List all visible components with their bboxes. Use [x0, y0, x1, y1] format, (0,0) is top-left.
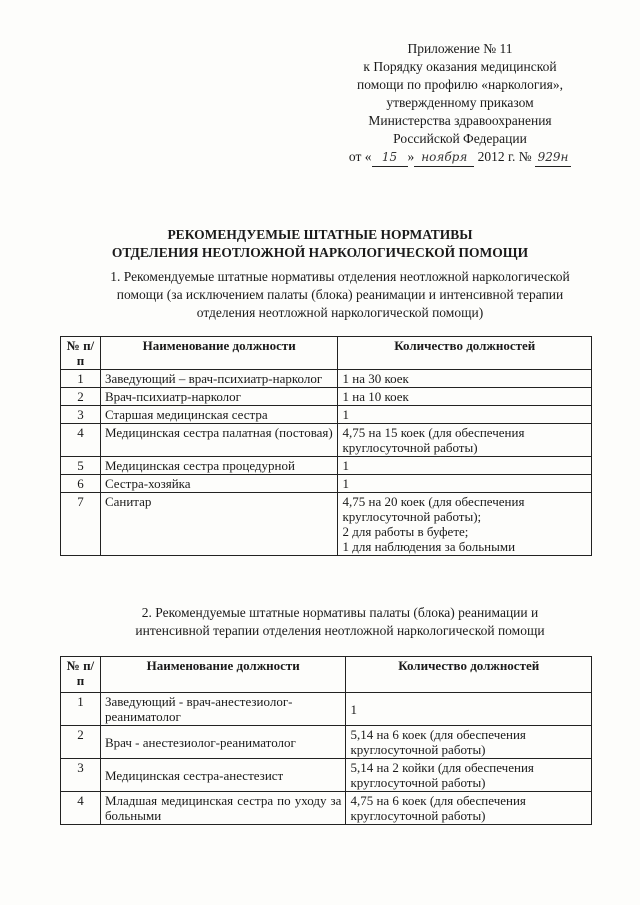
row-quantity: 1: [338, 475, 592, 493]
table-row: [61, 370, 592, 388]
appendix-line-5: Министерства здравоохранения: [368, 113, 552, 128]
table-row: [61, 726, 592, 759]
staff-table-2: [60, 656, 592, 825]
row-position: Заведующий – врач-психиатр-нарколог: [100, 370, 338, 388]
table-header-row: [61, 657, 592, 693]
row-quantity: 1: [346, 693, 592, 726]
row-position: Врач-психиатр-нарколог: [100, 388, 338, 406]
row-number: 3: [61, 406, 101, 424]
date-month: ноября: [414, 148, 474, 167]
row-number: 3: [61, 759, 101, 792]
header-quantity: Количество должностей: [346, 657, 592, 693]
row-quantity: 5,14 на 2 койки (для обеспечения круглосуточной работы): [346, 759, 592, 792]
header-quantity: Количество должностей: [338, 337, 592, 370]
quantity-line-1: 4,75 на 20 коек (для обеспечения круглосуточной работы);: [342, 494, 525, 524]
row-position: Медицинская сестра-анестезист: [100, 759, 346, 792]
appendix-line-6: Российской Федерации: [393, 131, 527, 146]
row-number: 6: [61, 475, 101, 493]
table-row: [61, 792, 592, 825]
row-quantity: 4,75 на 15 коек (для обеспечения круглосуточной работы): [338, 424, 592, 457]
row-quantity: 1: [338, 406, 592, 424]
row-number: 5: [61, 457, 101, 475]
header-number: № п/п: [61, 657, 101, 693]
section-1-line-3: отделения неотложной наркологической помощи): [196, 305, 484, 320]
row-quantity: 5,14 на 6 коек (для обеспечения круглосуточной работы): [346, 726, 592, 759]
row-position: Медицинская сестра процедурной: [100, 457, 338, 475]
row-number: 2: [61, 388, 101, 406]
row-quantity: [338, 493, 592, 556]
section-1-heading: [70, 268, 610, 322]
table-row: [61, 424, 592, 457]
quantity-line-3: 1 для наблюдения за больными: [342, 539, 516, 554]
appendix-header: [330, 40, 590, 167]
row-number: 2: [61, 726, 101, 759]
row-position: Санитар: [100, 493, 338, 556]
table-row: [61, 493, 592, 556]
row-number: 4: [61, 792, 101, 825]
row-quantity: 1: [338, 457, 592, 475]
row-position: Медицинская сестра палатная (постовая): [100, 424, 338, 457]
date-prefix: от «: [348, 149, 372, 164]
table-row: [61, 406, 592, 424]
order-number: 929н: [535, 148, 571, 167]
header-number: № п/п: [61, 337, 101, 370]
date-day: 15: [372, 148, 408, 167]
appendix-number: Приложение № 11: [407, 41, 513, 56]
row-position: Заведующий - врач-анестезиолог-реаниматолог: [100, 693, 346, 726]
date-mid: »: [407, 149, 415, 164]
table-row: [61, 388, 592, 406]
table-row: [61, 693, 592, 726]
section-1-line-2: помощи (за исключением палаты (блока) реанимации и интенсивной терапии: [116, 287, 564, 302]
title-line-1: РЕКОМЕНДУЕМЫЕ ШТАТНЫЕ НОРМАТИВЫ: [167, 227, 473, 242]
section-2-line-1: 2. Рекомендуемые штатные нормативы палаты (блока) реанимации и: [141, 605, 539, 620]
section-1-line-1: 1. Рекомендуемые штатные нормативы отделения неотложной наркологической: [110, 269, 570, 284]
row-position: Врач - анестезиолог-реаниматолог: [100, 726, 346, 759]
appendix-line-4: утвержденному приказом: [386, 95, 534, 110]
document-title: [80, 226, 560, 262]
staff-table-1: [60, 336, 592, 556]
header-position: Наименование должности: [100, 337, 338, 370]
quantity-line-2: 2 для работы в буфете;: [342, 524, 469, 539]
appendix-line-2: к Порядку оказания медицинской: [363, 59, 557, 74]
date-year: 2012 г. №: [477, 149, 532, 164]
table-row: [61, 457, 592, 475]
row-quantity: 1 на 30 коек: [338, 370, 592, 388]
header-position: Наименование должности: [100, 657, 346, 693]
table-row: [61, 759, 592, 792]
title-line-2: ОТДЕЛЕНИЯ НЕОТЛОЖНОЙ НАРКОЛОГИЧЕСКОЙ ПОМОЩИ: [111, 245, 529, 260]
row-position: Младшая медицинская сестра по уходу за больными: [100, 792, 346, 825]
table-header-row: [61, 337, 592, 370]
row-quantity: 4,75 на 6 коек (для обеспечения круглосуточной работы): [346, 792, 592, 825]
row-quantity: 1 на 10 коек: [338, 388, 592, 406]
section-2-line-2: интенсивной терапии отделения неотложной наркологической помощи: [135, 623, 545, 638]
order-date: [330, 148, 590, 167]
table-row: [61, 475, 592, 493]
row-number: 1: [61, 370, 101, 388]
appendix-line-3: помощи по профилю «наркология»,: [357, 77, 563, 92]
row-position: Сестра-хозяйка: [100, 475, 338, 493]
row-number: 4: [61, 424, 101, 457]
section-2-heading: [70, 604, 610, 640]
row-number: 1: [61, 693, 101, 726]
row-position: Старшая медицинская сестра: [100, 406, 338, 424]
row-number: 7: [61, 493, 101, 556]
